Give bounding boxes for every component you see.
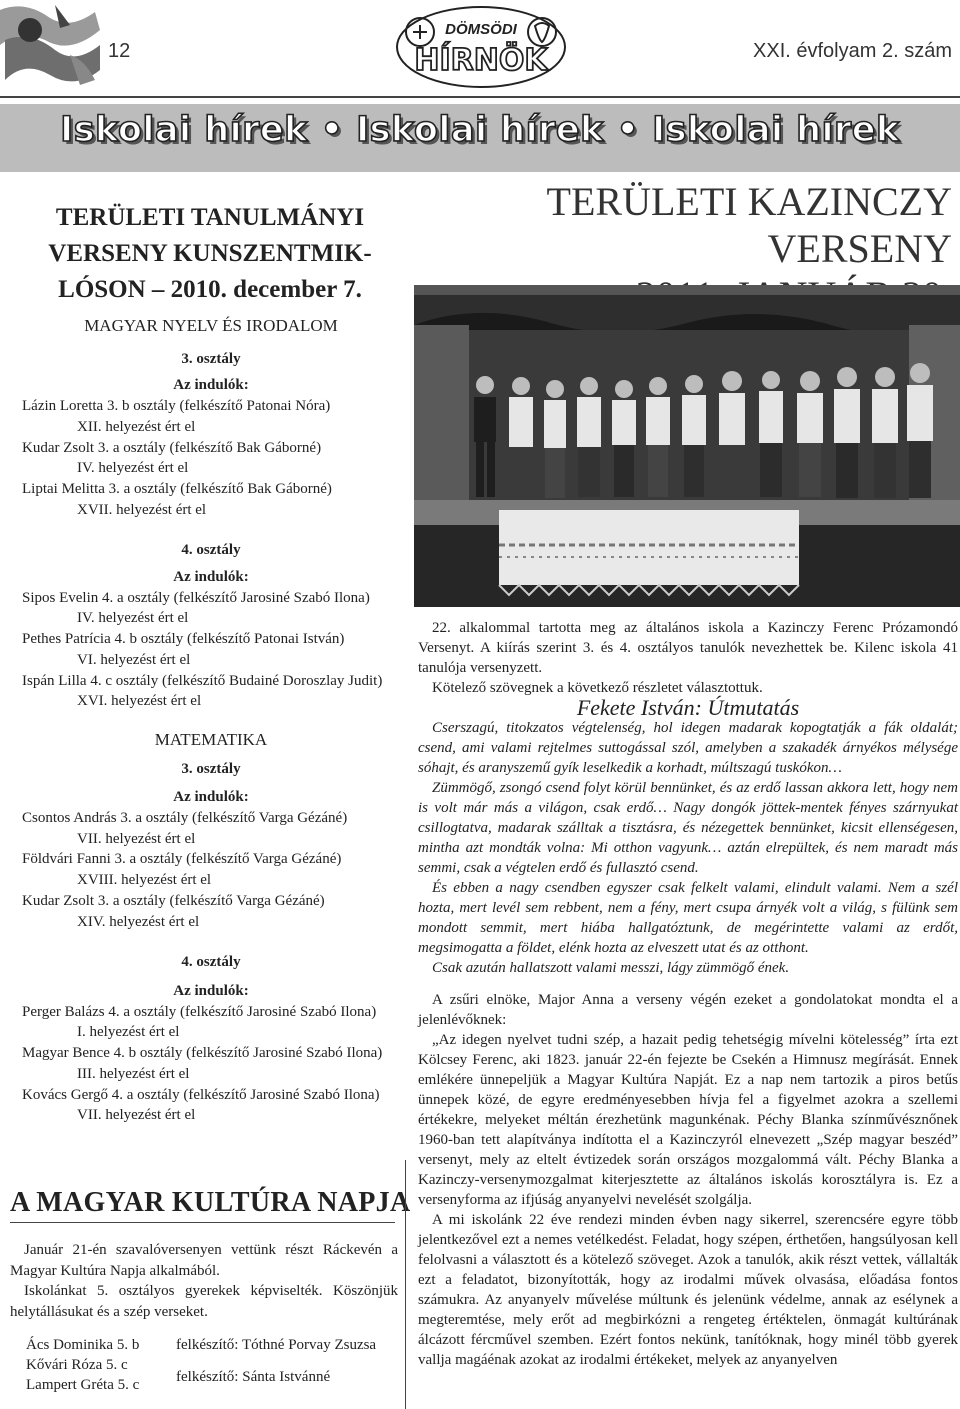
result-line: Perger Balázs 4. a osztály (felkészítő Jarosiné Szabó Ilona)	[22, 1003, 377, 1020]
paragraph: „Az idegen nyelvet tudni szép, a hazait pedig tehetségig mívelni kötelesség” írta ezt Kölcsey Ferenc, aki 1823. január 22-én fejezte be Csekén a Himnusz megírását. Ennek emlékére ünnepeljük a Magyar Kultúra Napját. Ez a nap nem tartozik a piros betűs ünnepek közé, de egyre eredményesebben hívja fel a figyelmet azokra a szellemi értékekre, melyeket méltán érezhetünk magunkénak. Péchy Blanka színművésznőnek 1960-ban tett alapítványa indította el a Kazinczyról elnevezett „Szép magyar beszéd” versenyt, mely az eltelt évtizedek során országos mozgalommá vált. Péchy Blanka a Kazinczy-versenymozgalmat kiterjesztette az általános iskolás korosztályra is. Ez a versenyforma az ifjúság anyanyelvi nevelését szolgálja.	[418, 1032, 958, 1208]
paragraph: Iskolánkat 5. osztályos gyerekek képviselték. Köszönjük helytállásukat és a szép verseket.	[10, 1283, 398, 1320]
paragraph: Kötelező szövegnek a következő részletet választottuk.	[432, 680, 763, 696]
mentor: felkészítő: Tóthné Porvay Zsuzsa	[176, 1337, 377, 1353]
result-place: VI. helyezést ért el	[77, 651, 191, 668]
poem-paragraph: Zümmögő, zsongó csend folyt körül bennünket, és az erdő lassan akkora lett, hogy nem is volt már más a világon, csak erdő… Nagy dongók jöttek-mentek fényes szárnyukat csillogtatva, madarak szálltak a tisztásra, és nézegettek bennünket, kicsit ellenségesen, mintha azt mondták volna: Mi otthon vagyunk… aztán elrepültek, és nem maradt más semmi, csak a végtelen erdő és fullasztó csend.	[418, 780, 958, 876]
grade-heading: 4. osztály	[181, 954, 241, 971]
result-place: III. helyezést ért el	[77, 1065, 190, 1082]
title-line: LÓSON – 2010. december 7.	[58, 276, 362, 303]
result-line: Lázin Loretta 3. b osztály (felkészítő Patonai Nóra)	[22, 398, 331, 415]
result-line: Csontos András 3. a osztály (felkészítő Varga Gézáné)	[22, 810, 348, 827]
culture-title-rule	[10, 1222, 395, 1223]
result-place: XVII. helyezést ért el	[77, 501, 207, 518]
participants-heading: Az indulók:	[173, 982, 249, 999]
title-line: VERSENY KUNSZENTMIK-	[48, 240, 372, 267]
result-line: Kovács Gergő 4. a osztály (felkészítő Jarosiné Szabó Ilona)	[22, 1086, 380, 1103]
stage-photo	[414, 285, 960, 607]
result-place: VII. helyezést ért el	[77, 1107, 196, 1124]
title-line: TERÜLETI TANULMÁNYI	[55, 204, 365, 231]
subject-heading: MATEMATIKA	[154, 729, 268, 749]
section-banner: Iskolai hírek • Iskolai hírek • Iskolai hírek	[60, 110, 900, 150]
result-line: Földvári Fanni 3. a osztály (felkészítő Varga Gézáné)	[22, 851, 342, 868]
participants-heading: Az indulók:	[173, 377, 249, 394]
reciters-list	[26, 1335, 176, 1395]
result-place: XVIII. helyezést ért el	[77, 872, 212, 889]
result-line: Kudar Zsolt 3. a osztály (felkészítő Bak Gáborné)	[22, 439, 322, 456]
result-place: XIV. helyezést ért el	[77, 913, 200, 930]
grade-heading: 3. osztály	[181, 760, 241, 777]
header-decoration	[0, 0, 105, 95]
poem-paragraph: Cserszagú, titokzatos végtelenség, hol idegen madarak kopogtatják a fák oldalát; csend, ami valami rejtelmes suttogással szól, amelyben a szakadék árnyékos mélysége sóhajt, és aranyszemű gyík leselkedik a korhadt, múltszagú tuskókon…	[418, 720, 958, 776]
result-line: Kudar Zsolt 3. a osztály (felkészítő Varga Gézáné)	[22, 892, 325, 909]
competition-title	[20, 200, 400, 308]
subject-heading: MAGYAR NYELV ÉS IRODALOM	[84, 316, 338, 335]
result-line: Pethes Patrícia 4. b osztály (felkészítő Patonai István)	[22, 631, 345, 648]
reciter: Ács Dominika 5. b	[26, 1337, 140, 1353]
result-place: IV. helyezést ért el	[77, 460, 189, 477]
participants-heading: Az indulók:	[173, 789, 249, 806]
poem-paragraph: Csak azután hallatszott valami messzi, lágy zümmögő ének.	[432, 960, 790, 976]
paragraph: 22. alkalommal tartotta meg az általános iskola a Kazinczy Ferenc Prózamondó Versenyt. A kiírás szerint 3. és 4. osztályos tanulók nevezhettek be. Kilenc iskola 41 tanulója versenyzett.	[418, 620, 958, 676]
result-line: Sipos Evelin 4. a osztály (felkészítő Jarosiné Szabó Ilona)	[22, 589, 370, 606]
paragraph: A mi iskolánk 22 éve rendezi minden évben nagy sikerrel, szerencsére egyre több jelentkezővel ezt a nemes vetélkedést. Feladat, hogy szépen, érthetően, hangsúlyosan kell felolvasni a választott és a kötelező szöveget. Azok a tanulók, akik részt vettek, vállalták ezt a feladatot, bizonyították, hogy az irodalmi művek olvasása, előadása fontos számukra. Az anyanyelv művelése múltunk és jelenünk védelme, annak az esélynek a megteremtése, mely erőt ad megbirkózni a rengeteg értéktelen, önmagát kultúrának álcázott fércművel szemben. Ezért fontos nekünk, tanítóknak, hogy minél több gyerek vallja magáénak azokat az irodalmi értékeket, melyek az anyanyelven	[418, 1212, 958, 1368]
results-list	[22, 316, 400, 1126]
result-place: I. helyezést ért el	[77, 1024, 180, 1041]
result-line: Magyar Bence 4. b osztály (felkészítő Jarosiné Szabó Ilona)	[22, 1045, 383, 1062]
logo-line1: DÖMSÖDI	[445, 21, 517, 38]
mentors-list	[176, 1335, 396, 1387]
result-place: IV. helyezést ért el	[77, 610, 189, 627]
logo-line2: HÍRNÖK	[414, 43, 548, 78]
column-divider	[405, 1160, 406, 1409]
culture-day-text	[10, 1240, 398, 1322]
result-place: XII. helyezést ért el	[77, 418, 196, 435]
reciter: Kővári Róza 5. c	[26, 1357, 128, 1373]
kazinczy-article	[418, 618, 958, 1370]
result-line: Ispán Lilla 4. c osztály (felkészítő Budainé Doroszlay Judit)	[22, 672, 383, 689]
newspaper-logo	[395, 2, 567, 92]
result-place: VII. helyezést ért el	[77, 830, 196, 847]
paragraph: A zsűri elnöke, Major Anna a verseny végén ezeket a gondolatokat mondta el a jelenlévőknek:	[418, 992, 958, 1028]
result-line: Liptai Melitta 3. a osztály (felkészítő Bak Gáborné)	[22, 480, 332, 497]
header-rule	[0, 96, 960, 98]
title-line: TERÜLETI KAZINCZY VERSENY	[546, 179, 952, 271]
poem-title: Fekete István: Útmutatás	[576, 695, 800, 720]
mentor: felkészítő: Sánta Istvánné	[176, 1369, 331, 1385]
page-number: 12	[108, 40, 131, 62]
grade-heading: 3. osztály	[181, 350, 241, 367]
grade-heading: 4. osztály	[181, 542, 241, 559]
result-place: XVI. helyezést ért el	[77, 693, 202, 710]
participants-heading: Az indulók:	[173, 569, 249, 586]
issue-label: XXI. évfolyam 2. szám	[753, 40, 952, 62]
culture-day-title: A MAGYAR KULTÚRA NAPJA	[10, 1187, 411, 1218]
paragraph: Január 21-én szavalóversenyen vettünk részt Ráckevén a Magyar Kultúra Napja alkalmából.	[10, 1242, 398, 1279]
poem-paragraph: És ebben a nagy csendben egyszer csak felkelt valami, elindult valami. Nem a szél hozta, mert levél sem rebbent, nem a fény, mert csupa árnyék volt a világ, s fülünk sem mondott semmit, mert hiába hallgatóztunk, de megérintette valami az erdőt, megsimogatta a földet, elénk hozta az elveszett utat és az otthont.	[418, 880, 958, 956]
reciter: Lampert Gréta 5. c	[26, 1377, 140, 1393]
